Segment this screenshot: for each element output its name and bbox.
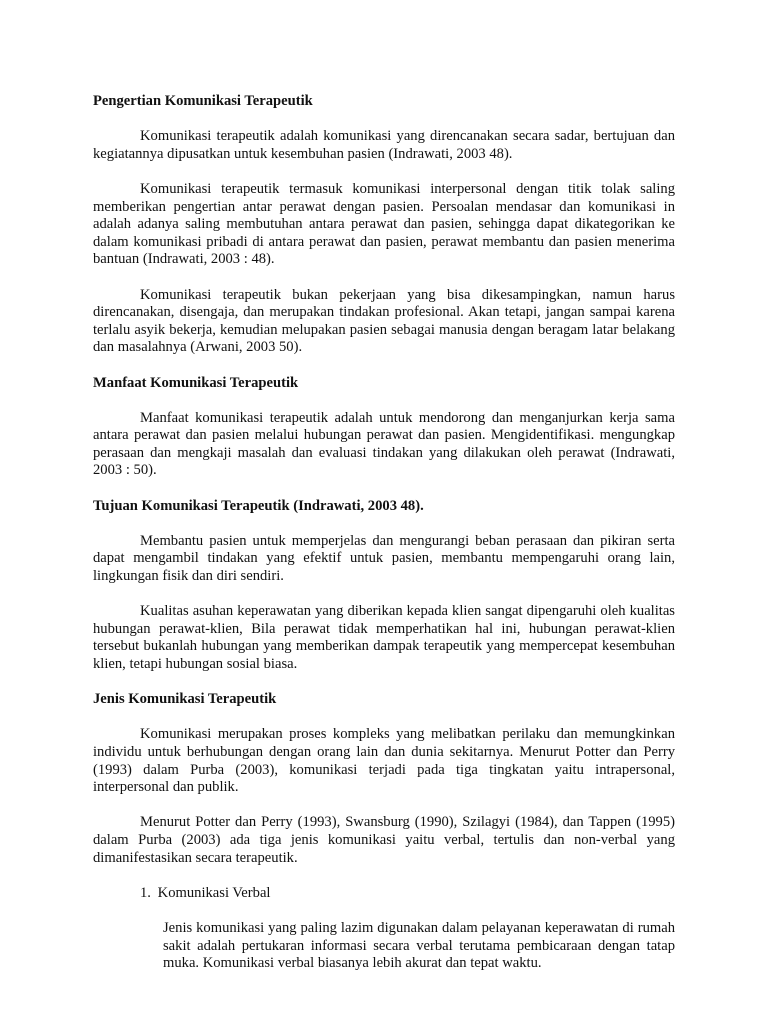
paragraph: Membantu pasien untuk memperjelas dan mengurangi beban perasaan dan pikiran serta dapat mengambil tindakan yang efektif untuk pasien, membantu mempengaruhi orang lain, lingkungan fisik dan diri sendiri. — [93, 532, 675, 585]
section-heading-jenis: Jenis Komunikasi Terapeutik — [93, 691, 277, 708]
paragraph: Komunikasi terapeutik bukan pekerjaan yang bisa dikesampingkan, namun harus direncanakan, disengaja, dan merupakan tindakan profesional. Akan tetapi, jangan sampai karena terlalu asyik bekerja, kemudian melupakan pasien sebagai manusia dengan beragam latar belakang dan masalahnya (Arwani, 2003 50). — [93, 286, 675, 356]
paragraph: Manfaat komunikasi terapeutik adalah untuk mendorong dan menganjurkan kerja sama antara perawat dan pasien melalui hubungan perawat dan pasien. Mengidentifikasi. mengungkap perasaan dan mengkaji masalah dan evaluasi tindakan yang dilakukan oleh perawat (Indrawati, 2003 : 50). — [93, 409, 675, 479]
list-number: 1. — [140, 884, 151, 901]
list-title: Komunikasi Verbal — [157, 884, 271, 901]
list-item-text: Jenis komunikasi yang paling lazim digunakan dalam pelayanan keperawatan di rumah sakit adalah pertukaran informasi secara verbal terutama pembicaraan dengan tatap muka. Komunikasi verbal biasanya lebih akurat dan tepat waktu. — [163, 919, 675, 972]
paragraph: Komunikasi terapeutik termasuk komunikasi interpersonal dengan titik tolak saling memberikan pengertian antar perawat dengan pasien. Persoalan mendasar dan komunikasi in adalah adanya saling membutuhan antara perawat dan pasien, sehingga dapat dikategorikan ke dalam komunikasi pribadi di antara perawat dan pasien, perawat membantu dan pasien menerima bantuan (Indrawati, 2003 : 48). — [93, 180, 675, 268]
section-heading-pengertian: Pengertian Komunikasi Terapeutik — [93, 93, 313, 109]
paragraph: Komunikasi terapeutik adalah komunikasi yang direncanakan secara sadar, bertujuan dan kegiatannya dipusatkan untuk kesembuhan pasien (Indrawati, 2003 48). — [93, 128, 675, 162]
section-heading-tujuan: Tujuan Komunikasi Terapeutik (Indrawati, 2003 48). — [93, 497, 424, 514]
document-content — [93, 93, 675, 990]
paragraph: Menurut Potter dan Perry (1993), Swansburg (1990), Szilagyi (1984), dan Tappen (1995) dalam Purba (2003) ada tiga jenis komunikasi yaitu verbal, tertulis dan non-verbal yang dimanifestasikan secara terapeutik. — [93, 814, 675, 866]
list-item-komunikasi-verbal — [93, 885, 675, 903]
paragraph: Kualitas asuhan keperawatan yang diberikan kepada klien sangat dipengaruhi oleh kualitas hubungan perawat-klien, Bila perawat tidak memperhatikan hal ini, hubungan perawat-klien tersebut bukanlah hubungan yang memberikan dampak terapeutik yang mempercepat kesembuhan klien, tetapi hubungan sosial biasa. — [93, 603, 675, 672]
section-heading-manfaat: Manfaat Komunikasi Terapeutik — [93, 374, 299, 391]
paragraph: Komunikasi merupakan proses kompleks yang melibatkan perilaku dan memungkinkan individu untuk berhubungan dengan orang lain dan dunia sekitarnya. Menurut Potter dan Perry (1993) dalam Purba (2003), komunikasi terjadi pada tiga tingkatan yaitu intrapersonal, interpersonal dan publik. — [93, 726, 675, 796]
